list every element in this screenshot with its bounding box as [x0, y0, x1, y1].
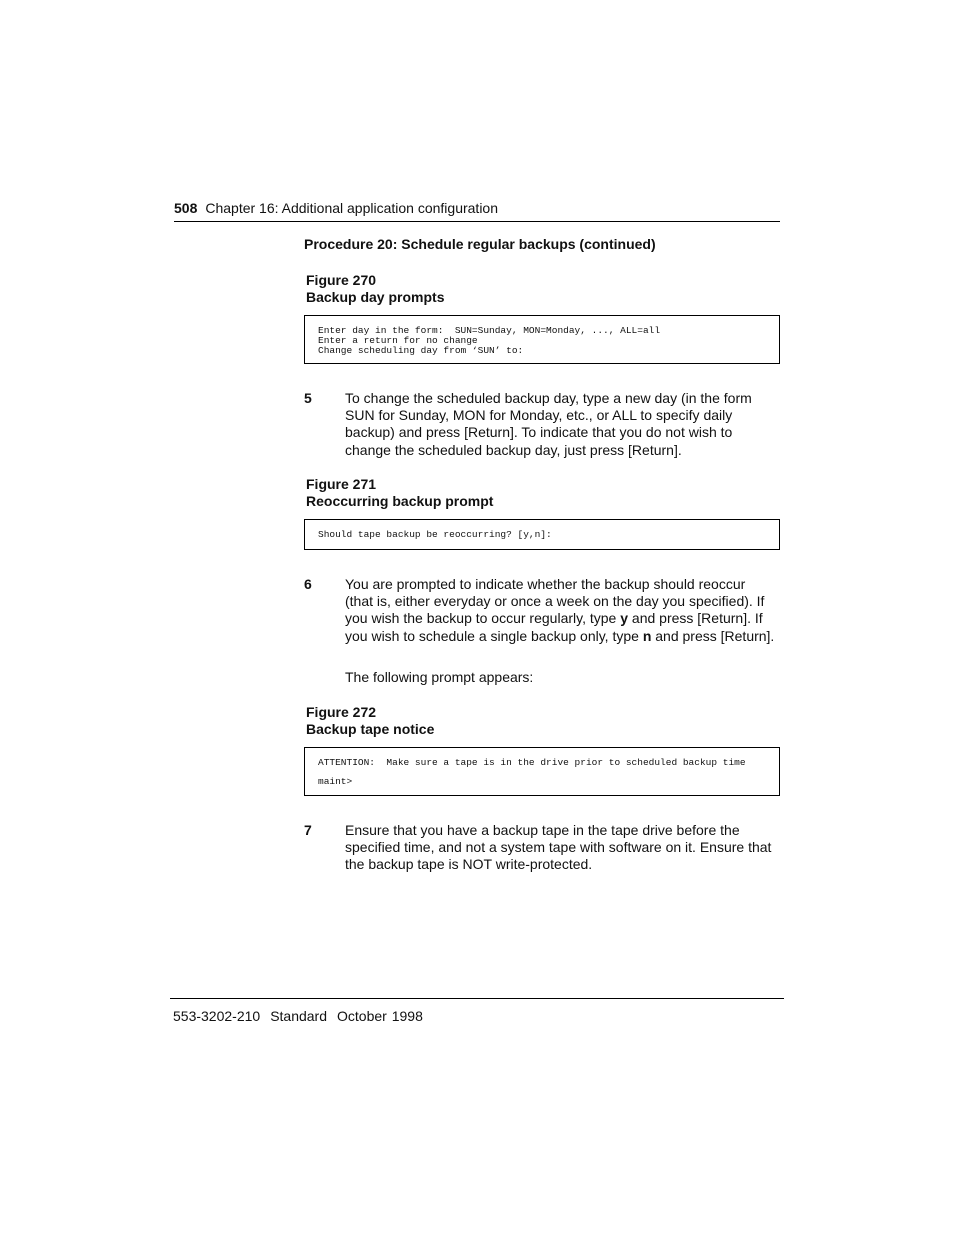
code-line: maint> [318, 776, 353, 787]
figure-270-number: Figure 270 [306, 272, 377, 288]
code-line: Enter a return for no change [318, 335, 478, 346]
figure-272-caption: Backup tape notice [306, 721, 435, 737]
figure-271-number: Figure 271 [306, 476, 377, 492]
step-6-followup: The following prompt appears: [345, 669, 534, 685]
document-date: October 1998 [337, 1008, 423, 1024]
figure-272-heading [306, 704, 434, 738]
key-y: y [620, 610, 629, 627]
figure-271-heading [306, 476, 493, 510]
step-7-text: Ensure that you have a backup tape in the tape drive before the specified time, and not a system tape with software on it. Ensure that the backup tape is NOT write-protected. [345, 822, 772, 873]
step-5-number: 5 [304, 390, 312, 406]
figure-272-codebox [304, 747, 780, 796]
footer [173, 1008, 423, 1024]
figure-272-number: Figure 272 [306, 704, 377, 720]
step-6-text [345, 576, 777, 645]
procedure-title: Procedure 20: Schedule regular backups (continued) [304, 236, 656, 252]
figure-270-caption: Backup day prompts [306, 289, 445, 305]
step-6-text-a: You are prompted to indicate whether the backup should reoccur (that is, either everyday or once a week on the day you specified). If you wish the backup to occur regularly, type [345, 576, 765, 627]
page-number: 508 [174, 200, 198, 216]
step-5-text: To change the scheduled backup day, type a new day (in the form SUN for Sunday, MON for Monday, etc., or ALL to specify daily backup) and press [Return]. To indicate that you do not wish to change the scheduled backup day, just press [Return]. [345, 390, 752, 458]
figure-271-caption: Reoccurring backup prompt [306, 493, 494, 509]
code-line: Should tape backup be reoccurring? [y,n]: [318, 529, 552, 540]
figure-270-codebox [304, 315, 780, 364]
footer-rule [170, 998, 784, 999]
step-7-number: 7 [304, 822, 312, 838]
header-rule [174, 221, 780, 222]
step-6-text-c: and press [Return]. [651, 627, 775, 644]
code-line: ATTENTION: Make sure a tape is in the drive prior to scheduled backup time [318, 757, 746, 768]
document-status: Standard [270, 1008, 328, 1024]
code-line: Enter day in the form: SUN=Sunday, MON=Monday, ..., ALL=all [318, 325, 661, 336]
figure-270-heading [306, 272, 444, 306]
code-line: Change scheduling day from ‘SUN’ to: [318, 345, 524, 356]
chapter-title: Chapter 16: Additional application configuration [205, 200, 499, 216]
step-6-number: 6 [304, 576, 312, 592]
document-number: 553-3202-210 [173, 1008, 261, 1024]
figure-271-codebox [304, 519, 780, 550]
step-6-text-b: and press [Return]. If you wish to schedule a single backup only, type [345, 610, 763, 644]
key-n: n [642, 627, 652, 644]
running-header [174, 200, 498, 216]
